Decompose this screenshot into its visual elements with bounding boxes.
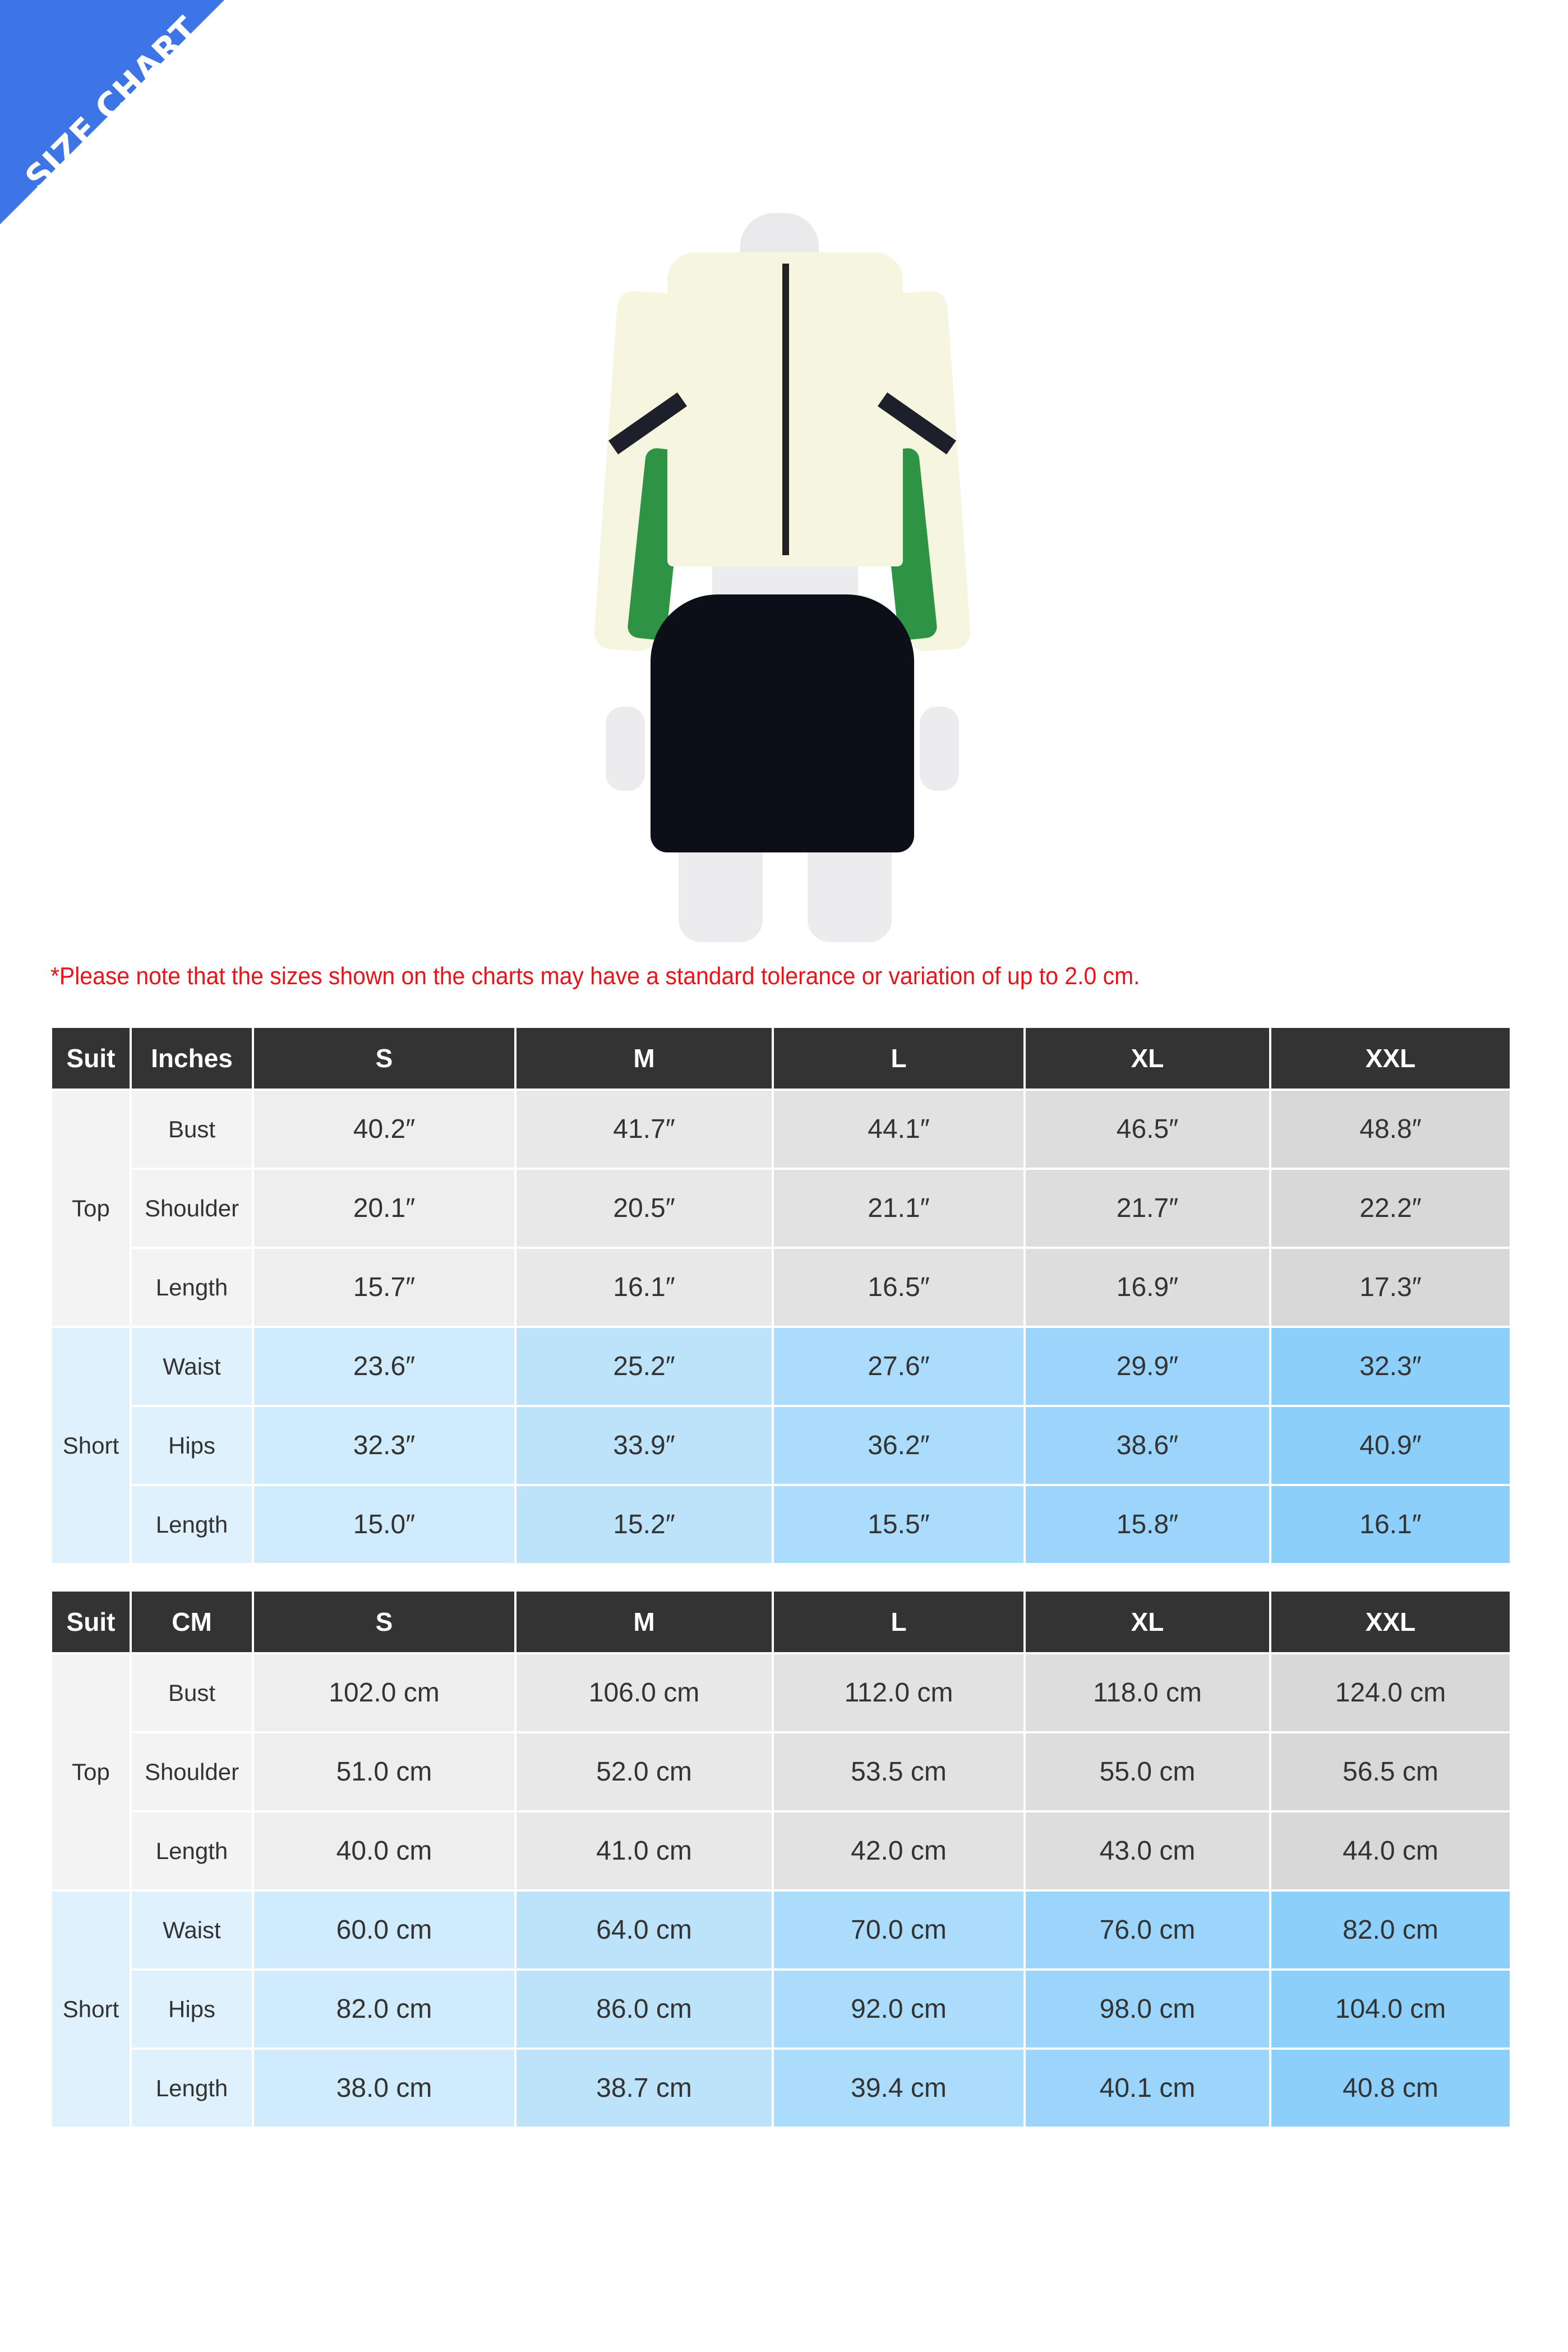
cell: 17.3″ <box>1271 1249 1510 1326</box>
header-size-m: M <box>516 1028 772 1089</box>
cell: 40.1 cm <box>1026 2050 1269 2127</box>
header-suit: Suit <box>52 1592 130 1652</box>
table-row <box>52 1486 1510 1563</box>
header-size-xl: XL <box>1026 1592 1269 1652</box>
cell: 21.7″ <box>1026 1170 1269 1247</box>
cell: 124.0 cm <box>1271 1654 1510 1731</box>
group-label-short: Short <box>52 1892 130 2127</box>
cell: 16.5″ <box>774 1249 1023 1326</box>
header-size-l: L <box>774 1028 1023 1089</box>
cell: 25.2″ <box>516 1328 772 1405</box>
cell: 22.2″ <box>1271 1170 1510 1247</box>
header-size-xxl: XXL <box>1271 1028 1510 1089</box>
cell: 38.7 cm <box>516 2050 772 2127</box>
table-row <box>52 1328 1510 1405</box>
cell: 98.0 cm <box>1026 1971 1269 2047</box>
product-image <box>583 213 976 942</box>
cell: 52.0 cm <box>516 1733 772 1810</box>
cell: 40.9″ <box>1271 1407 1510 1484</box>
row-label: Length <box>132 1813 252 1889</box>
cell: 118.0 cm <box>1026 1654 1269 1731</box>
row-label: Length <box>132 1249 252 1326</box>
shorts <box>651 594 914 852</box>
row-label: Waist <box>132 1328 252 1405</box>
right-hand <box>920 707 959 791</box>
mannequin-legs <box>667 852 903 942</box>
table-row <box>52 1170 1510 1247</box>
size-chart-banner <box>0 0 224 224</box>
cell: 44.0 cm <box>1271 1813 1510 1889</box>
cell: 40.2″ <box>254 1091 514 1168</box>
cell: 44.1″ <box>774 1091 1023 1168</box>
cell: 23.6″ <box>254 1328 514 1405</box>
size-table-cm <box>50 1589 1512 2129</box>
row-label: Hips <box>132 1971 252 2047</box>
cell: 21.1″ <box>774 1170 1023 1247</box>
row-label: Hips <box>132 1407 252 1484</box>
cell: 46.5″ <box>1026 1091 1269 1168</box>
left-leg <box>679 852 763 942</box>
cell: 64.0 cm <box>516 1892 772 1968</box>
size-table-inches <box>50 1026 1512 1565</box>
cell: 15.0″ <box>254 1486 514 1563</box>
group-label-top: Top <box>52 1091 130 1326</box>
cell: 106.0 cm <box>516 1654 772 1731</box>
cell: 56.5 cm <box>1271 1733 1510 1810</box>
table-row <box>52 1892 1510 1968</box>
cell: 104.0 cm <box>1271 1971 1510 2047</box>
cell: 53.5 cm <box>774 1733 1023 1810</box>
banner-label: SIZE CHART <box>17 9 207 199</box>
cell: 16.1″ <box>1271 1486 1510 1563</box>
cell: 39.4 cm <box>774 2050 1023 2127</box>
cell: 82.0 cm <box>1271 1892 1510 1968</box>
header-unit: Inches <box>132 1028 252 1089</box>
table-header-row <box>52 1592 1510 1652</box>
header-size-m: M <box>516 1592 772 1652</box>
cell: 55.0 cm <box>1026 1733 1269 1810</box>
zipper <box>782 264 789 555</box>
cell: 15.7″ <box>254 1249 514 1326</box>
cell: 76.0 cm <box>1026 1892 1269 1968</box>
cell: 38.0 cm <box>254 2050 514 2127</box>
row-label: Length <box>132 1486 252 1563</box>
cell: 32.3″ <box>1271 1328 1510 1405</box>
cell: 51.0 cm <box>254 1733 514 1810</box>
cell: 102.0 cm <box>254 1654 514 1731</box>
table-row <box>52 1813 1510 1889</box>
header-size-xxl: XXL <box>1271 1592 1510 1652</box>
header-size-s: S <box>254 1592 514 1652</box>
header-size-s: S <box>254 1028 514 1089</box>
table-header-row <box>52 1028 1510 1089</box>
cell: 43.0 cm <box>1026 1813 1269 1889</box>
cell: 42.0 cm <box>774 1813 1023 1889</box>
cell: 92.0 cm <box>774 1971 1023 2047</box>
cell: 27.6″ <box>774 1328 1023 1405</box>
table-row <box>52 1249 1510 1326</box>
header-size-xl: XL <box>1026 1028 1269 1089</box>
cell: 36.2″ <box>774 1407 1023 1484</box>
cell: 86.0 cm <box>516 1971 772 2047</box>
table-row <box>52 1654 1510 1731</box>
cell: 33.9″ <box>516 1407 772 1484</box>
header-unit: CM <box>132 1592 252 1652</box>
cell: 82.0 cm <box>254 1971 514 2047</box>
group-label-top: Top <box>52 1654 130 1889</box>
cell: 70.0 cm <box>774 1892 1023 1968</box>
cell: 40.8 cm <box>1271 2050 1510 2127</box>
row-label: Bust <box>132 1654 252 1731</box>
cell: 20.1″ <box>254 1170 514 1247</box>
cell: 41.0 cm <box>516 1813 772 1889</box>
cell: 48.8″ <box>1271 1091 1510 1168</box>
table-row <box>52 1407 1510 1484</box>
cell: 41.7″ <box>516 1091 772 1168</box>
cell: 32.3″ <box>254 1407 514 1484</box>
cell: 29.9″ <box>1026 1328 1269 1405</box>
row-label: Shoulder <box>132 1170 252 1247</box>
table-row <box>52 2050 1510 2127</box>
cell: 38.6″ <box>1026 1407 1269 1484</box>
row-label: Length <box>132 2050 252 2127</box>
cell: 15.8″ <box>1026 1486 1269 1563</box>
table-row <box>52 1091 1510 1168</box>
table-row <box>52 1971 1510 2047</box>
row-label: Shoulder <box>132 1733 252 1810</box>
group-label-short: Short <box>52 1328 130 1563</box>
row-label: Waist <box>132 1892 252 1968</box>
right-leg <box>808 852 892 942</box>
table-row <box>52 1733 1510 1810</box>
row-label: Bust <box>132 1091 252 1168</box>
header-size-l: L <box>774 1592 1023 1652</box>
cell: 15.2″ <box>516 1486 772 1563</box>
cell: 60.0 cm <box>254 1892 514 1968</box>
cell: 112.0 cm <box>774 1654 1023 1731</box>
cell: 15.5″ <box>774 1486 1023 1563</box>
cell: 20.5″ <box>516 1170 772 1247</box>
cell: 16.9″ <box>1026 1249 1269 1326</box>
cell: 16.1″ <box>516 1249 772 1326</box>
tolerance-note: *Please note that the sizes shown on the charts may have a standard tolerance or variation of up to 2.0 cm. <box>50 962 1140 990</box>
left-hand <box>606 707 645 791</box>
cell: 40.0 cm <box>254 1813 514 1889</box>
header-suit: Suit <box>52 1028 130 1089</box>
